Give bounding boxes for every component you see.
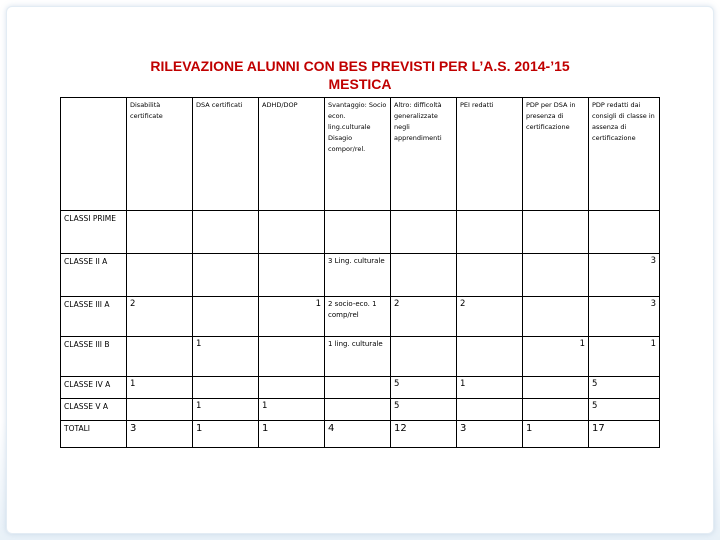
total-cell: 12 (391, 421, 457, 448)
total-cell: 1 (193, 421, 259, 448)
row-label: CLASSE II A (61, 254, 127, 297)
table-cell: 5 (589, 377, 660, 399)
table-cell (259, 337, 325, 377)
table-cell: 2 (127, 297, 193, 337)
header-cell-pei: PEI redatti (457, 98, 523, 211)
header-cell-dsa: DSA certificati (193, 98, 259, 211)
header-cell-disabilita: Disabilità certificate (127, 98, 193, 211)
table-cell (391, 337, 457, 377)
row-label: CLASSE III A (61, 297, 127, 337)
table-cell: 1 (523, 337, 589, 377)
total-cell: 1 (259, 421, 325, 448)
bes-table (60, 97, 660, 448)
total-cell: 17 (589, 421, 660, 448)
header-cell-pdp-consigli: PDP redatti dai consigli di classe in assenza di certificazione (589, 98, 660, 211)
table-cell: 1 (259, 399, 325, 421)
table-cell (193, 377, 259, 399)
table-cell (523, 399, 589, 421)
header-row (61, 98, 660, 211)
table-cell (457, 211, 523, 254)
table-cell: 1 (193, 399, 259, 421)
table-row (61, 211, 660, 254)
header-cell-pdp-dsa: PDP per DSA in presenza di certificazione (523, 98, 589, 211)
table-cell (325, 211, 391, 254)
page-title (0, 57, 720, 93)
row-label: TOTALI (61, 421, 127, 448)
table-cell (325, 377, 391, 399)
header-cell-altro: Altro: difficoltà generalizzate negli apprendimenti (391, 98, 457, 211)
table-cell: 1 (457, 377, 523, 399)
table-cell (259, 211, 325, 254)
table-cell: 2 socio-eco. 1 comp/rel (325, 297, 391, 337)
table-cell: 5 (391, 377, 457, 399)
table-cell: 1 ling. culturale (325, 337, 391, 377)
table-cell (193, 211, 259, 254)
header-cell-corner (61, 98, 127, 211)
table-cell (127, 399, 193, 421)
total-cell: 4 (325, 421, 391, 448)
table-cell (457, 254, 523, 297)
total-cell: 3 (457, 421, 523, 448)
table-cell (259, 254, 325, 297)
table-row (61, 377, 660, 399)
table-cell (127, 254, 193, 297)
total-cell: 1 (523, 421, 589, 448)
title-line-2: MESTICA (328, 76, 392, 92)
table-cell (127, 211, 193, 254)
table-cell: 2 (391, 297, 457, 337)
row-label: CLASSE IV A (61, 377, 127, 399)
header-cell-adhd: ADHD/DOP (259, 98, 325, 211)
table-cell (259, 377, 325, 399)
table-cell (193, 297, 259, 337)
table-cell (325, 399, 391, 421)
table-cell (523, 377, 589, 399)
table-cell (193, 254, 259, 297)
table-row (61, 399, 660, 421)
table-cell: 1 (589, 337, 660, 377)
totals-row (61, 421, 660, 448)
table-row (61, 337, 660, 377)
table-cell: 3 Ling. culturale (325, 254, 391, 297)
table-cell (391, 254, 457, 297)
table-cell: 3 (589, 297, 660, 337)
table-cell (523, 297, 589, 337)
table-cell: 2 (457, 297, 523, 337)
table-cell: 1 (127, 377, 193, 399)
table-cell: 3 (589, 254, 660, 297)
table-cell (457, 399, 523, 421)
table-cell (523, 254, 589, 297)
table-cell (457, 337, 523, 377)
table-cell (589, 211, 660, 254)
table-cell: 5 (391, 399, 457, 421)
table-cell (523, 211, 589, 254)
row-label: CLASSE III B (61, 337, 127, 377)
title-line-1: RILEVAZIONE ALUNNI CON BES PREVISTI PER L’A.S. 2014-’15 (150, 58, 570, 74)
table-cell: 5 (589, 399, 660, 421)
row-label: CLASSI PRIME (61, 211, 127, 254)
table-cell (391, 211, 457, 254)
total-cell: 3 (127, 421, 193, 448)
table-row (61, 254, 660, 297)
table-row (61, 297, 660, 337)
table-cell: 1 (259, 297, 325, 337)
header-cell-svantaggio: Svantaggio: Socio econ. ling.culturale Disagio compor/rel. (325, 98, 391, 211)
row-label: CLASSE V A (61, 399, 127, 421)
table-cell: 1 (193, 337, 259, 377)
table-cell (127, 337, 193, 377)
